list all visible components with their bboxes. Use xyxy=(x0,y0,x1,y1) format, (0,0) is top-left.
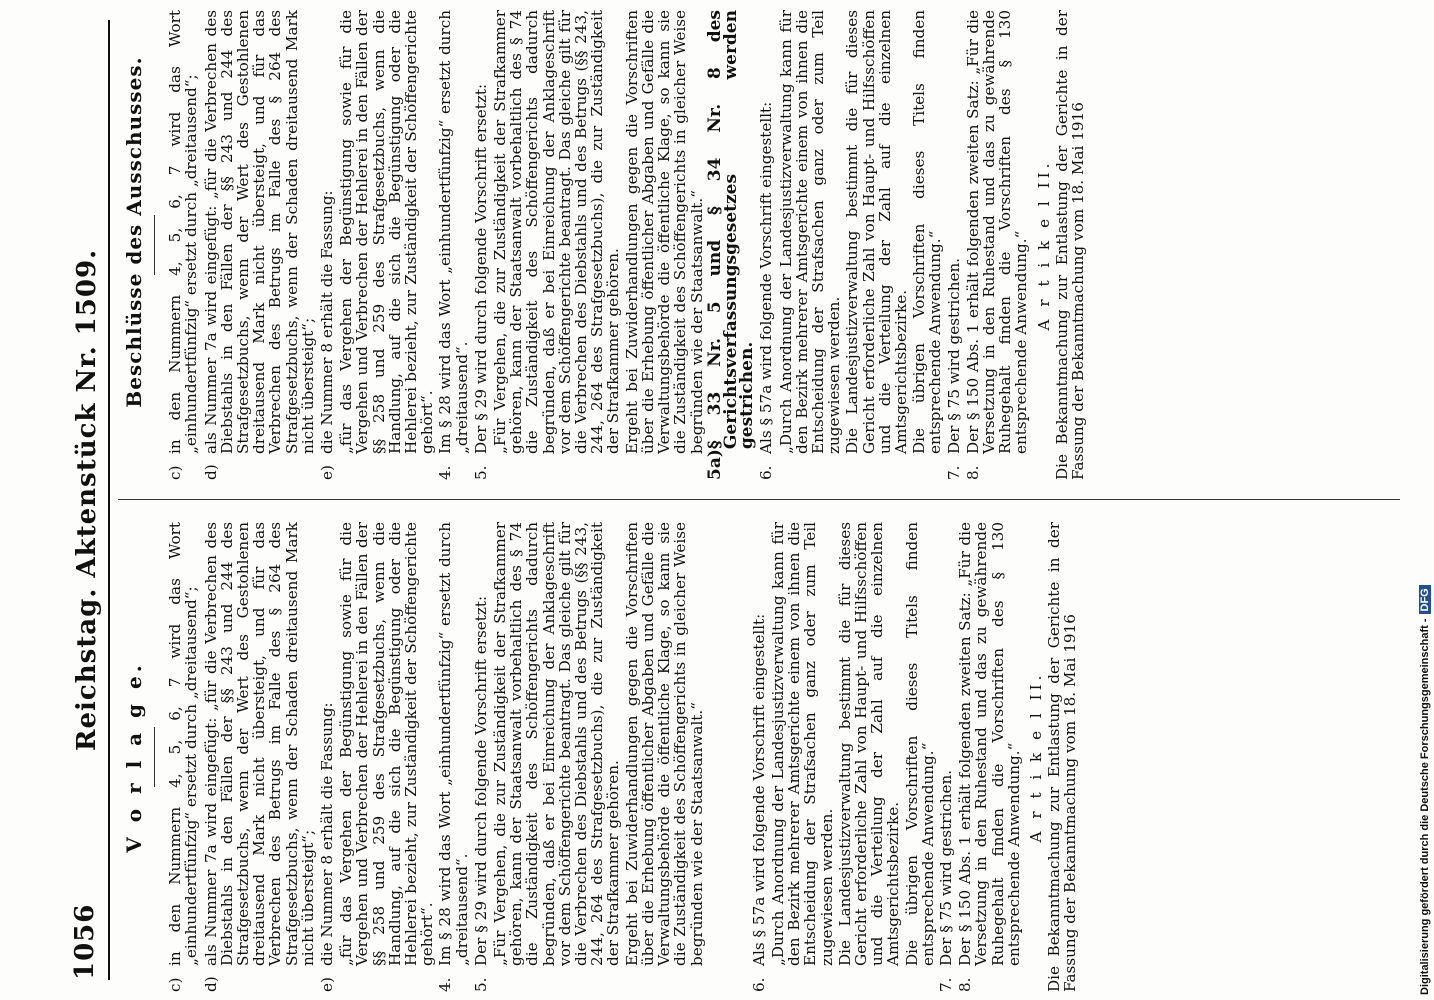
article-title: A r t i k e l II. xyxy=(1034,159,1053,331)
stamp-label: Digitalisierung gefördert durch die Deutsche Forschungsgemeinschaft - xyxy=(1419,618,1431,995)
quote-text: Ergeht bei Zuwiderhandlungen gegen die Vorschriften über die Erhebung öffentlicher Abgaben und Gefälle die Verwaltungsbehörde die öffentliche Klage, so kann sie die Zuständigkeit des Schöffengerichts in gleicher Weise begründen wie der Staatsanwalt.“ xyxy=(622,10,706,454)
quote-text: Die Landesjustizverwaltung bestimmt die für dieses Gericht erforderliche Zahl von Haupt- und Hilfsschöffen und die Verteilung der Zahl auf die einzelnen Amtsgerichtsbezirke. xyxy=(835,522,903,966)
item-label: 6. xyxy=(757,465,776,480)
item-label: c) xyxy=(166,465,185,480)
item-text: Im § 28 wird das Wort „einhundertfünfzig“ ersetzt durch „dreitausend“. xyxy=(436,522,471,966)
item-label: d) xyxy=(201,976,220,992)
item-text: Der § 75 wird gestrichen. xyxy=(944,257,963,454)
item-text: Der § 150 Abs. 1 erhält folgenden zweiten Satz: „Für die Versetzung in den Ruhestand und das zu gewährende Ruhegehalt finden die Vorschriften des § 130 entsprechende Anwendung.“ xyxy=(956,522,1023,966)
quote-text: „Für Vergehen, die zur Zuständigkeit der Strafkammer gehören, kann der Staatsanwalt vorbehaltlich des § 74 die Zuständigkeit des Schöffengerichts dadurch begründen, daß er bei Einreichung der Anklageschrift vor dem Schöffengerichte beantragt. Das gleiche gilt für die Verbrechen des Diebstahls und des Betrugs (§§ 243, 244, 264 des Strafgesetzbuchs), die zur Zuständigkeit der Strafkammer gehören. xyxy=(491,10,623,454)
right-column xyxy=(118,10,1400,480)
quote-text: Die übrigen Vorschriften dieses Titels finden entsprechende Anwendung.“ xyxy=(910,10,945,454)
quote-text: „Durch Anordnung der Landesjustizverwaltung kann für den Bezirk mehrerer Amtsgerichte einem von ihnen die Entscheidung der Strafsachen ganz oder zum Teil zugewiesen werden. xyxy=(776,10,844,454)
item-text: die Nummer 8 erhält die Fassung: xyxy=(318,702,337,966)
item-text: als Nummer 7a wird eingefügt: „für die Verbrechen des Diebstahls in den Fällen der §§ 243 und 244 des Strafgesetzbuchs, wenn der Wert des Gestohlenen dreitausend Mark nicht übersteigt, und für das Verbrechen des Betrugs im Falle des § 264 des Strafgesetzbuchs, wenn der Schaden dreitausend Mark nicht übersteigt“; xyxy=(201,522,317,966)
list-item xyxy=(203,10,316,480)
item-label: d) xyxy=(201,464,220,480)
heading-separator xyxy=(154,215,155,275)
stamp-text xyxy=(1419,5,1434,995)
list-item xyxy=(473,10,489,480)
item-label: 8. xyxy=(956,977,975,992)
quote-text: „Für Vergehen, die zur Zuständigkeit der Strafkammer gehören, kann der Staatsanwalt vorbehaltlich des § 74 die Zuständigkeit des Schöffengerichts dadurch begründen, daß er bei Einreichung der Anklageschrift vor dem Schöffengerichte beantragt. Das gleiche gilt für die Verbrechen des Diebstahls und des Betrugs (§§ 243, 244, 264 des Strafgesetzbuchs), die zur Zuständigkeit der Strafkammer gehören. xyxy=(491,522,623,966)
list-item xyxy=(751,522,767,992)
list-item xyxy=(946,10,962,480)
list-item xyxy=(758,10,774,480)
list-item xyxy=(319,522,335,992)
item-label: 5a) xyxy=(704,449,725,480)
column-divider xyxy=(118,499,1400,500)
item-label: 5. xyxy=(471,977,490,992)
quote-text: Ergeht bei Zuwiderhandlungen gegen die Vorschriften über die Erhebung öffentlicher Abgaben und Gefälle die Verwaltungsbehörde die öffentliche Klage, so kann sie die Zuständigkeit des Schöffengerichts in gleicher Weise begründen wie der Staatsanwalt.“ xyxy=(622,522,706,966)
quote-text: „Durch Anordnung der Landesjustizverwaltung kann für den Bezirk mehrerer Amtsgerichte einem von ihnen die Entscheidung der Strafsachen ganz oder zum Teil zugewiesen werden. xyxy=(768,522,836,966)
quote-text: Die Landesjustizverwaltung bestimmt die für dieses Gericht erforderliche Zahl von Haupt- und Hilfsschöffen und die Verteilung der Zahl auf die einzelnen Amtsgerichtsbezirke. xyxy=(843,10,910,454)
item-text: Der § 150 Abs. 1 erhält folgenden zweiten Satz: „Für die Versetzung in den Ruhestand und das zu gewährende Ruhegehalt finden die Vorschriften des § 130 entsprechende Anwendung.“ xyxy=(963,10,1031,454)
article-title: A r t i k e l II. xyxy=(1026,671,1045,843)
item-text: in den Nummern 4, 5, 6, 7 wird das Wort „einhundertfünfzig“ ersetzt durch „dreitausend“; xyxy=(166,10,201,454)
item-label: 7. xyxy=(944,465,963,480)
item-text: Im § 28 wird das Wort „einhundertfünfzig“ ersetzt durch „dreitausend“. xyxy=(436,10,471,454)
right-column-heading: Beschlüsse des Ausschusses. xyxy=(122,56,146,408)
item-text: Der § 75 wird gestrichen. xyxy=(936,769,955,966)
item-label: c) xyxy=(166,977,185,992)
list-item xyxy=(957,522,1022,992)
item-text: in den Nummern 4, 5, 6, 7 wird das Wort „einhundertfünfzig“ ersetzt durch „dreitausend“; xyxy=(166,522,201,966)
list-item xyxy=(167,522,199,992)
item-label: 7. xyxy=(936,977,955,992)
list-item xyxy=(965,10,1030,480)
page-header xyxy=(70,20,110,980)
item-label: e) xyxy=(318,977,337,992)
item-text: als Nummer 7a wird eingefügt: „für die Verbrechen des Diebstahls in den Fällen der §§ 243 und 244 des Strafgesetzbuchs, wenn der Wert des Gestohlenen dreitausend Mark nicht übersteigt, und für das Verbrechen des Betrugs im Falle des § 264 des Strafgesetzbuchs, wenn der Schaden dreitausend Mark nicht übersteigt“; xyxy=(201,10,317,454)
item-label: e) xyxy=(318,465,337,480)
item-text: Der § 29 wird durch folgende Vorschrift ersetzt: xyxy=(471,83,490,454)
list-item xyxy=(704,10,758,480)
item-text: Als § 57a wird folgende Vorschrift eingestellt: xyxy=(749,613,768,966)
item-label: 8. xyxy=(963,465,982,480)
item-text: Als § 57a wird folgende Vorschrift eingestellt: xyxy=(757,101,776,454)
heading-separator xyxy=(154,727,155,787)
list-item xyxy=(203,522,316,992)
list-item xyxy=(437,522,469,992)
header-rule xyxy=(108,20,110,980)
item-label: 6. xyxy=(749,977,768,992)
article-text: Die Bekanntmachung zur Entlastung der Gerichte in der Fassung der Bekanntmachung vom 18. Mai 1916 xyxy=(1045,522,1080,992)
item-label: 5. xyxy=(471,465,490,480)
list-item xyxy=(167,10,199,480)
list-item xyxy=(473,522,489,992)
digitization-stamp xyxy=(1417,5,1434,995)
quote-text: Die übrigen Vorschriften dieses Titels finden entsprechende Anwendung.“ xyxy=(902,522,937,966)
item-text: § 33 Nr. 5 und § 34 Nr. 8 des Gerichtsverfassungsgesetzes werden gestrichen. xyxy=(704,10,758,450)
article-text: Die Bekanntmachung zur Entlastung der Gerichte in der Fassung der Bekanntmachung vom 18. Mai 1916 xyxy=(1052,10,1087,480)
page-number: 1056 xyxy=(70,903,100,980)
list-item xyxy=(437,10,469,480)
list-item xyxy=(938,522,954,992)
page-title: Reichstag. Aktenstück Nr. 1509. xyxy=(72,248,102,752)
list-item xyxy=(319,10,335,480)
quote-text: „für das Vergehen der Begünstigung sowie für die Vergehen und Verbrechen der Hehlerei in den Fällen der §§ 258 und 259 des Strafgesetzbuchs, wenn die Handlung, auf die sich die Begünstigung oder die Hehlerei bezieht, zur Zuständigkeit der Schöffengerichte gehört“. xyxy=(337,522,437,966)
item-label: 4. xyxy=(436,465,455,480)
item-text: Der § 29 wird durch folgende Vorschrift ersetzt: xyxy=(471,595,490,966)
item-label: 4. xyxy=(436,977,455,992)
dfg-logo: DFG xyxy=(1419,585,1431,614)
left-column xyxy=(118,522,1400,992)
quote-text: „für das Vergehen der Begünstigung sowie für die Vergehen und Verbrechen der Hehlerei in den Fällen der §§ 258 und 259 des Strafgesetzbuchs, wenn die Handlung, auf die sich die Begünstigung oder die Hehlerei bezieht, zur Zuständigkeit der Schöffengerichte gehört“. xyxy=(337,10,437,454)
item-text: die Nummer 8 erhält die Fassung: xyxy=(318,190,337,454)
left-column-heading: V o r l a g e. xyxy=(122,661,146,853)
